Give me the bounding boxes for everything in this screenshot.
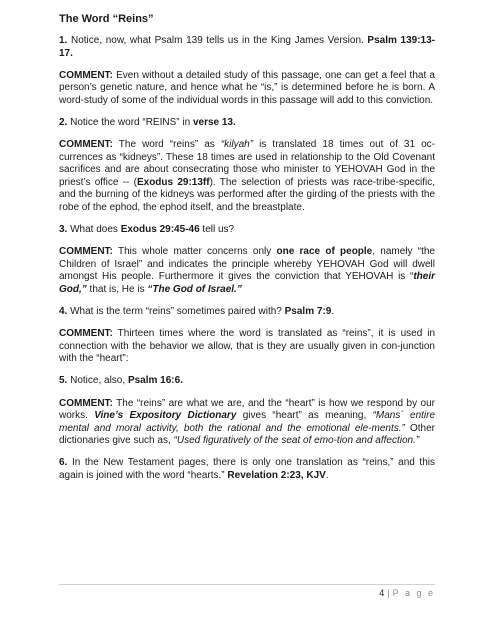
comment-4: COMMENT: Thirteen times where the word is translated as “reins”, it is used in connection with the behavior we allow, that is they are usually given in con-junction with the “heart”:: [59, 328, 435, 365]
comment-label: COMMENT:: [59, 397, 113, 409]
page-footer: [379, 588, 435, 598]
item-number: 1.: [59, 35, 68, 46]
paragraph-1: 1. Notice, now, what Psalm 139 tells us in the King James Version. Psalm 139:13-17.: [59, 35, 435, 59]
emphasis-bold: one race of people: [276, 246, 373, 258]
page-word: P a g e: [392, 588, 435, 598]
item-number: 2.: [59, 116, 68, 128]
section-title: The Word “Reins”: [59, 13, 154, 25]
scripture-reference: Exodus 29:45-46: [120, 224, 200, 236]
document-body: [59, 13, 435, 492]
scripture-reference: Psalm 7:9: [284, 306, 332, 318]
item-number: 6.: [59, 457, 68, 469]
comment-2: COMMENT: The word “reins” as “kilyah” is translated 18 times out of 31 oc-currences as “kidneys”. These 18 times are used in relationship to the Old Covenant sacrifices and are about consecrating those who minister to YEHOVAH God in the priest’s office -- (Exodus 29:13ff). The selection of priests was race-tribe-specific, and the burning of the kidneys was performed after the girding of the priests with the robe of the ephod, the ephod itself, and the breastplate.: [59, 139, 436, 214]
comment-5: COMMENT: The “reins” are what we are, and the “heart” is how we respond by our works. Vine’s Expository Dictionary gives “heart” as meaning, “Mans´ entire mental and moral activity, both the rational and the emotional ele-ments.” Other dictionaries give such as, “Used figuratively of the seat of emo-tion and affection.”: [59, 397, 436, 447]
comment-3: COMMENT: This whole matter concerns only one race of people, namely “the Children of Israel” and indicates the principle whereby YEHOVAH God will dwell amongst His people. Furthermore it gives the conviction that YEHOVAH is “their God,” that is, He is “The God of Israel.”: [59, 246, 435, 295]
comment-1: COMMENT: Even without a detailed study of this passage, one can get a feel that a person’s genetic nature, and hence what he “is,” is determined before he is born. A word-study of some of the individual words in this passage will add to this conviction.: [59, 69, 435, 106]
scripture-reference: Psalm 139:13-17: [59, 35, 435, 59]
quotation: “Mans´ entire mental and moral activity, both the rational and the emotional ele-ments.”: [59, 410, 436, 434]
footer-separator: |: [387, 588, 390, 598]
comment-label: COMMENT:: [59, 246, 113, 258]
emphasis-bold-italic: “The God of Israel.”: [147, 284, 242, 295]
emphasis-bold-italic: their God,”: [59, 271, 435, 295]
item-number: 5.: [59, 375, 68, 387]
item-number: 4.: [59, 306, 68, 318]
scripture-reference: Psalm 16:6.: [127, 375, 183, 387]
page-number: 4: [379, 588, 385, 598]
scripture-reference: verse 13.: [192, 116, 236, 128]
quotation: “Used figuratively of the seat of emo-tion and affection.”: [173, 435, 420, 447]
paragraph-2: 2. Notice the word “REINS” in verse 13.: [59, 116, 236, 128]
book-title: Vine’s Expository Dictionary: [94, 410, 237, 422]
paragraph-5: 5. Notice, also, Psalm 16:6.: [59, 375, 183, 387]
scripture-reference: Revelation 2:23, KJV: [227, 470, 326, 482]
hebrew-term: “kilyah”: [220, 139, 254, 151]
item-number: 3.: [59, 224, 68, 236]
paragraph-3: 3. What does Exodus 29:45-46 tell us?: [59, 224, 235, 236]
paragraph-6: 6. In the New Testament pages, there is only one translation as “reins,” and this again is joined with the word “hearts.” Revelation 2:23, KJV.: [59, 457, 435, 482]
comment-label: COMMENT:: [59, 328, 113, 340]
comment-label: COMMENT:: [59, 139, 113, 151]
comment-label: COMMENT:: [59, 69, 113, 81]
paragraph-4: 4. What is the term “reins” sometimes paired with? Psalm 7:9.: [59, 306, 335, 318]
footer-divider: [59, 584, 435, 585]
scripture-reference: Exodus 29:13ff: [136, 176, 210, 188]
